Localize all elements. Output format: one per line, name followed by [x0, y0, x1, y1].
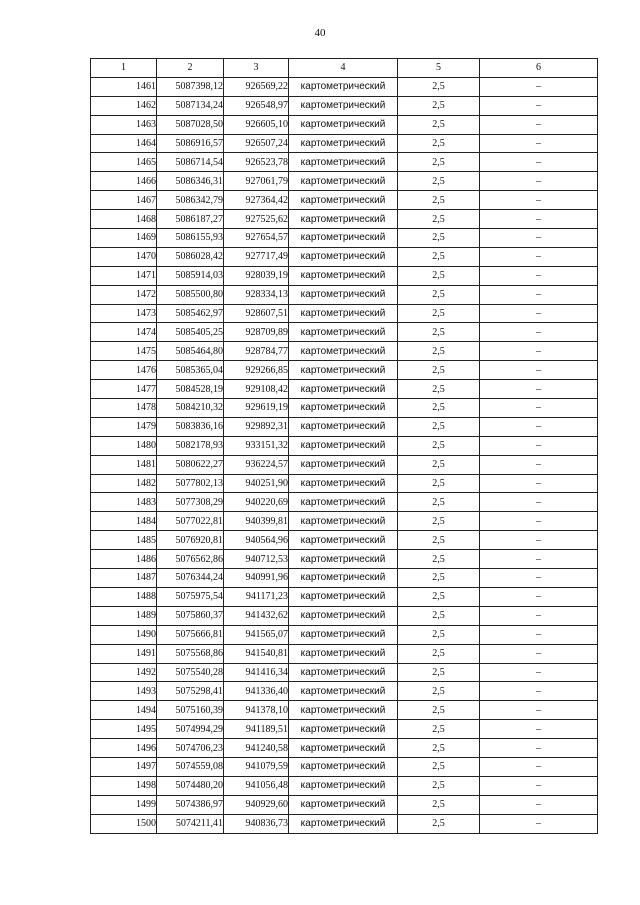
point-number-cell: 1472 [91, 285, 157, 304]
accuracy-cell: 2,5 [398, 493, 480, 512]
description-cell: – [480, 380, 598, 399]
table-row [91, 776, 598, 795]
description-cell: – [480, 172, 598, 191]
description-cell: – [480, 814, 598, 833]
description-cell: – [480, 134, 598, 153]
point-number-cell: 1494 [91, 701, 157, 720]
y-coordinate-cell: 926569,22 [224, 77, 289, 96]
point-number-cell: 1462 [91, 96, 157, 115]
table-row [91, 191, 598, 210]
point-number-cell: 1476 [91, 361, 157, 380]
table-row [91, 247, 598, 266]
table-row [91, 285, 598, 304]
point-number-cell: 1467 [91, 191, 157, 210]
method-cell: картометрический [289, 606, 398, 625]
description-cell: – [480, 663, 598, 682]
x-coordinate-cell: 5077802,13 [157, 474, 224, 493]
x-coordinate-cell: 5075860,37 [157, 606, 224, 625]
accuracy-cell: 2,5 [398, 172, 480, 191]
y-coordinate-cell: 941565,07 [224, 625, 289, 644]
x-coordinate-cell: 5085405,25 [157, 323, 224, 342]
description-cell: – [480, 644, 598, 663]
accuracy-cell: 2,5 [398, 304, 480, 323]
method-cell: картометрический [289, 512, 398, 531]
x-coordinate-cell: 5085914,03 [157, 266, 224, 285]
x-coordinate-cell: 5075666,81 [157, 625, 224, 644]
x-coordinate-cell: 5084210,32 [157, 399, 224, 418]
x-coordinate-cell: 5085365,04 [157, 361, 224, 380]
y-coordinate-cell: 940929,60 [224, 795, 289, 814]
table-row [91, 361, 598, 380]
accuracy-cell: 2,5 [398, 229, 480, 248]
point-number-cell: 1464 [91, 134, 157, 153]
y-coordinate-cell: 941336,40 [224, 682, 289, 701]
accuracy-cell: 2,5 [398, 455, 480, 474]
x-coordinate-cell: 5082178,93 [157, 436, 224, 455]
header-row [91, 59, 598, 78]
accuracy-cell: 2,5 [398, 682, 480, 701]
y-coordinate-cell: 941240,58 [224, 739, 289, 758]
accuracy-cell: 2,5 [398, 77, 480, 96]
page-number: 40 [314, 27, 326, 39]
x-coordinate-cell: 5087028,50 [157, 115, 224, 134]
description-cell: – [480, 550, 598, 569]
coordinates-table [90, 58, 598, 834]
accuracy-cell: 2,5 [398, 323, 480, 342]
accuracy-cell: 2,5 [398, 342, 480, 361]
y-coordinate-cell: 928784,77 [224, 342, 289, 361]
description-cell: – [480, 436, 598, 455]
accuracy-cell: 2,5 [398, 550, 480, 569]
x-coordinate-cell: 5075568,86 [157, 644, 224, 663]
y-coordinate-cell: 926605,10 [224, 115, 289, 134]
y-coordinate-cell: 940836,73 [224, 814, 289, 833]
y-coordinate-cell: 940251,90 [224, 474, 289, 493]
accuracy-cell: 2,5 [398, 399, 480, 418]
y-coordinate-cell: 926523,78 [224, 153, 289, 172]
x-coordinate-cell: 5086028,42 [157, 247, 224, 266]
column-header-3: 3 [224, 59, 289, 78]
method-cell: картометрический [289, 229, 398, 248]
method-cell: картометрический [289, 493, 398, 512]
y-coordinate-cell: 940564,96 [224, 531, 289, 550]
x-coordinate-cell: 5087134,24 [157, 96, 224, 115]
x-coordinate-cell: 5076920,81 [157, 531, 224, 550]
description-cell: – [480, 625, 598, 644]
column-header-5: 5 [398, 59, 480, 78]
method-cell: картометрический [289, 266, 398, 285]
x-coordinate-cell: 5086155,93 [157, 229, 224, 248]
y-coordinate-cell: 941171,23 [224, 587, 289, 606]
y-coordinate-cell: 926507,24 [224, 134, 289, 153]
x-coordinate-cell: 5075298,41 [157, 682, 224, 701]
point-number-cell: 1470 [91, 247, 157, 266]
table-row [91, 153, 598, 172]
y-coordinate-cell: 927525,62 [224, 210, 289, 229]
x-coordinate-cell: 5084528,19 [157, 380, 224, 399]
point-number-cell: 1478 [91, 399, 157, 418]
column-header-1: 1 [91, 59, 157, 78]
accuracy-cell: 2,5 [398, 153, 480, 172]
table-header [91, 59, 598, 78]
description-cell: – [480, 417, 598, 436]
y-coordinate-cell: 928709,89 [224, 323, 289, 342]
x-coordinate-cell: 5074480,20 [157, 776, 224, 795]
point-number-cell: 1485 [91, 531, 157, 550]
accuracy-cell: 2,5 [398, 115, 480, 134]
accuracy-cell: 2,5 [398, 134, 480, 153]
table-row [91, 455, 598, 474]
x-coordinate-cell: 5080622,27 [157, 455, 224, 474]
table-row [91, 644, 598, 663]
accuracy-cell: 2,5 [398, 266, 480, 285]
y-coordinate-cell: 929108,42 [224, 380, 289, 399]
table-row [91, 550, 598, 569]
table-row [91, 757, 598, 776]
method-cell: картометрический [289, 210, 398, 229]
x-coordinate-cell: 5076562,86 [157, 550, 224, 569]
method-cell: картометрический [289, 304, 398, 323]
x-coordinate-cell: 5083836,16 [157, 417, 224, 436]
point-number-cell: 1461 [91, 77, 157, 96]
description-cell: – [480, 285, 598, 304]
x-coordinate-cell: 5077308,29 [157, 493, 224, 512]
table-row [91, 77, 598, 96]
table-row [91, 266, 598, 285]
y-coordinate-cell: 940991,96 [224, 569, 289, 588]
method-cell: картометрический [289, 720, 398, 739]
description-cell: – [480, 739, 598, 758]
description-cell: – [480, 361, 598, 380]
point-number-cell: 1497 [91, 757, 157, 776]
accuracy-cell: 2,5 [398, 191, 480, 210]
table-row [91, 115, 598, 134]
x-coordinate-cell: 5074994,29 [157, 720, 224, 739]
description-cell: – [480, 96, 598, 115]
y-coordinate-cell: 928607,51 [224, 304, 289, 323]
y-coordinate-cell: 941056,48 [224, 776, 289, 795]
method-cell: картометрический [289, 757, 398, 776]
description-cell: – [480, 342, 598, 361]
point-number-cell: 1496 [91, 739, 157, 758]
table-row [91, 323, 598, 342]
table-row [91, 701, 598, 720]
method-cell: картометрический [289, 399, 398, 418]
accuracy-cell: 2,5 [398, 701, 480, 720]
x-coordinate-cell: 5086346,31 [157, 172, 224, 191]
column-header-4: 4 [289, 59, 398, 78]
x-coordinate-cell: 5076344,24 [157, 569, 224, 588]
x-coordinate-cell: 5086342,79 [157, 191, 224, 210]
description-cell: – [480, 77, 598, 96]
method-cell: картометрический [289, 96, 398, 115]
description-cell: – [480, 399, 598, 418]
method-cell: картометрический [289, 191, 398, 210]
description-cell: – [480, 701, 598, 720]
point-number-cell: 1484 [91, 512, 157, 531]
description-cell: – [480, 682, 598, 701]
y-coordinate-cell: 941189,51 [224, 720, 289, 739]
method-cell: картометрический [289, 323, 398, 342]
y-coordinate-cell: 940712,53 [224, 550, 289, 569]
point-number-cell: 1469 [91, 229, 157, 248]
description-cell: – [480, 153, 598, 172]
accuracy-cell: 2,5 [398, 512, 480, 531]
x-coordinate-cell: 5086916,57 [157, 134, 224, 153]
y-coordinate-cell: 941432,62 [224, 606, 289, 625]
table-row [91, 512, 598, 531]
accuracy-cell: 2,5 [398, 663, 480, 682]
x-coordinate-cell: 5075540,28 [157, 663, 224, 682]
point-number-cell: 1465 [91, 153, 157, 172]
accuracy-cell: 2,5 [398, 814, 480, 833]
accuracy-cell: 2,5 [398, 720, 480, 739]
point-number-cell: 1491 [91, 644, 157, 663]
x-coordinate-cell: 5075975,54 [157, 587, 224, 606]
x-coordinate-cell: 5074211,41 [157, 814, 224, 833]
point-number-cell: 1481 [91, 455, 157, 474]
y-coordinate-cell: 936224,57 [224, 455, 289, 474]
table-row [91, 663, 598, 682]
x-coordinate-cell: 5077022,81 [157, 512, 224, 531]
method-cell: картометрический [289, 682, 398, 701]
point-number-cell: 1492 [91, 663, 157, 682]
accuracy-cell: 2,5 [398, 474, 480, 493]
table-row [91, 134, 598, 153]
accuracy-cell: 2,5 [398, 644, 480, 663]
method-cell: картометрический [289, 644, 398, 663]
table-row [91, 739, 598, 758]
description-cell: – [480, 493, 598, 512]
point-number-cell: 1475 [91, 342, 157, 361]
table-row [91, 606, 598, 625]
table-row [91, 531, 598, 550]
description-cell: – [480, 266, 598, 285]
y-coordinate-cell: 940399,81 [224, 512, 289, 531]
x-coordinate-cell: 5074706,23 [157, 739, 224, 758]
description-cell: – [480, 115, 598, 134]
method-cell: картометрический [289, 153, 398, 172]
y-coordinate-cell: 929619,19 [224, 399, 289, 418]
y-coordinate-cell: 941378,10 [224, 701, 289, 720]
description-cell: – [480, 474, 598, 493]
method-cell: картометрический [289, 455, 398, 474]
method-cell: картометрический [289, 77, 398, 96]
method-cell: картометрический [289, 795, 398, 814]
point-number-cell: 1499 [91, 795, 157, 814]
accuracy-cell: 2,5 [398, 587, 480, 606]
method-cell: картометрический [289, 739, 398, 758]
method-cell: картометрический [289, 342, 398, 361]
accuracy-cell: 2,5 [398, 380, 480, 399]
description-cell: – [480, 210, 598, 229]
point-number-cell: 1489 [91, 606, 157, 625]
method-cell: картометрический [289, 172, 398, 191]
point-number-cell: 1495 [91, 720, 157, 739]
point-number-cell: 1480 [91, 436, 157, 455]
method-cell: картометрический [289, 380, 398, 399]
y-coordinate-cell: 926548,97 [224, 96, 289, 115]
description-cell: – [480, 757, 598, 776]
description-cell: – [480, 512, 598, 531]
y-coordinate-cell: 941416,34 [224, 663, 289, 682]
point-number-cell: 1474 [91, 323, 157, 342]
table-row [91, 229, 598, 248]
description-cell: – [480, 247, 598, 266]
table-row [91, 795, 598, 814]
accuracy-cell: 2,5 [398, 795, 480, 814]
y-coordinate-cell: 933151,32 [224, 436, 289, 455]
y-coordinate-cell: 929892,31 [224, 417, 289, 436]
accuracy-cell: 2,5 [398, 96, 480, 115]
x-coordinate-cell: 5086187,27 [157, 210, 224, 229]
point-number-cell: 1490 [91, 625, 157, 644]
accuracy-cell: 2,5 [398, 531, 480, 550]
method-cell: картометрический [289, 247, 398, 266]
table-row [91, 96, 598, 115]
y-coordinate-cell: 941540,81 [224, 644, 289, 663]
y-coordinate-cell: 941079,59 [224, 757, 289, 776]
method-cell: картометрический [289, 134, 398, 153]
table-row [91, 417, 598, 436]
method-cell: картометрический [289, 474, 398, 493]
table-row [91, 380, 598, 399]
method-cell: картометрический [289, 285, 398, 304]
table-row [91, 682, 598, 701]
point-number-cell: 1482 [91, 474, 157, 493]
table-row [91, 342, 598, 361]
method-cell: картометрический [289, 814, 398, 833]
point-number-cell: 1473 [91, 304, 157, 323]
description-cell: – [480, 795, 598, 814]
x-coordinate-cell: 5086714,54 [157, 153, 224, 172]
x-coordinate-cell: 5085464,80 [157, 342, 224, 361]
y-coordinate-cell: 928334,13 [224, 285, 289, 304]
method-cell: картометрический [289, 587, 398, 606]
table-row [91, 210, 598, 229]
description-cell: – [480, 606, 598, 625]
point-number-cell: 1463 [91, 115, 157, 134]
method-cell: картометрический [289, 663, 398, 682]
accuracy-cell: 2,5 [398, 757, 480, 776]
point-number-cell: 1483 [91, 493, 157, 512]
table-row [91, 720, 598, 739]
table-row [91, 569, 598, 588]
method-cell: картометрический [289, 115, 398, 134]
description-cell: – [480, 720, 598, 739]
method-cell: картометрический [289, 417, 398, 436]
description-cell: – [480, 191, 598, 210]
y-coordinate-cell: 927061,79 [224, 172, 289, 191]
accuracy-cell: 2,5 [398, 606, 480, 625]
accuracy-cell: 2,5 [398, 210, 480, 229]
accuracy-cell: 2,5 [398, 569, 480, 588]
method-cell: картометрический [289, 550, 398, 569]
description-cell: – [480, 229, 598, 248]
x-coordinate-cell: 5074559,08 [157, 757, 224, 776]
table-row [91, 172, 598, 191]
accuracy-cell: 2,5 [398, 361, 480, 380]
column-header-2: 2 [157, 59, 224, 78]
accuracy-cell: 2,5 [398, 285, 480, 304]
point-number-cell: 1500 [91, 814, 157, 833]
method-cell: картометрический [289, 776, 398, 795]
point-number-cell: 1488 [91, 587, 157, 606]
point-number-cell: 1471 [91, 266, 157, 285]
method-cell: картометрический [289, 701, 398, 720]
x-coordinate-cell: 5074386,97 [157, 795, 224, 814]
point-number-cell: 1477 [91, 380, 157, 399]
point-number-cell: 1479 [91, 417, 157, 436]
accuracy-cell: 2,5 [398, 776, 480, 795]
description-cell: – [480, 569, 598, 588]
point-number-cell: 1468 [91, 210, 157, 229]
point-number-cell: 1498 [91, 776, 157, 795]
y-coordinate-cell: 929266,85 [224, 361, 289, 380]
y-coordinate-cell: 940220,69 [224, 493, 289, 512]
table-row [91, 436, 598, 455]
description-cell: – [480, 304, 598, 323]
x-coordinate-cell: 5087398,12 [157, 77, 224, 96]
accuracy-cell: 2,5 [398, 247, 480, 266]
method-cell: картометрический [289, 531, 398, 550]
point-number-cell: 1466 [91, 172, 157, 191]
x-coordinate-cell: 5075160,39 [157, 701, 224, 720]
table-row [91, 474, 598, 493]
y-coordinate-cell: 927717,49 [224, 247, 289, 266]
accuracy-cell: 2,5 [398, 436, 480, 455]
description-cell: – [480, 455, 598, 474]
x-coordinate-cell: 5085500,80 [157, 285, 224, 304]
table-row [91, 625, 598, 644]
y-coordinate-cell: 927654,57 [224, 229, 289, 248]
accuracy-cell: 2,5 [398, 417, 480, 436]
method-cell: картометрический [289, 361, 398, 380]
accuracy-cell: 2,5 [398, 739, 480, 758]
description-cell: – [480, 531, 598, 550]
table-row [91, 304, 598, 323]
y-coordinate-cell: 927364,42 [224, 191, 289, 210]
description-cell: – [480, 776, 598, 795]
description-cell: – [480, 323, 598, 342]
table-row [91, 399, 598, 418]
y-coordinate-cell: 928039,19 [224, 266, 289, 285]
method-cell: картометрический [289, 436, 398, 455]
column-header-6: 6 [480, 59, 598, 78]
table-row [91, 814, 598, 833]
method-cell: картометрический [289, 625, 398, 644]
x-coordinate-cell: 5085462,97 [157, 304, 224, 323]
table-row [91, 493, 598, 512]
accuracy-cell: 2,5 [398, 625, 480, 644]
point-number-cell: 1487 [91, 569, 157, 588]
method-cell: картометрический [289, 569, 398, 588]
table-body [91, 77, 598, 833]
table-row [91, 587, 598, 606]
description-cell: – [480, 587, 598, 606]
point-number-cell: 1486 [91, 550, 157, 569]
point-number-cell: 1493 [91, 682, 157, 701]
